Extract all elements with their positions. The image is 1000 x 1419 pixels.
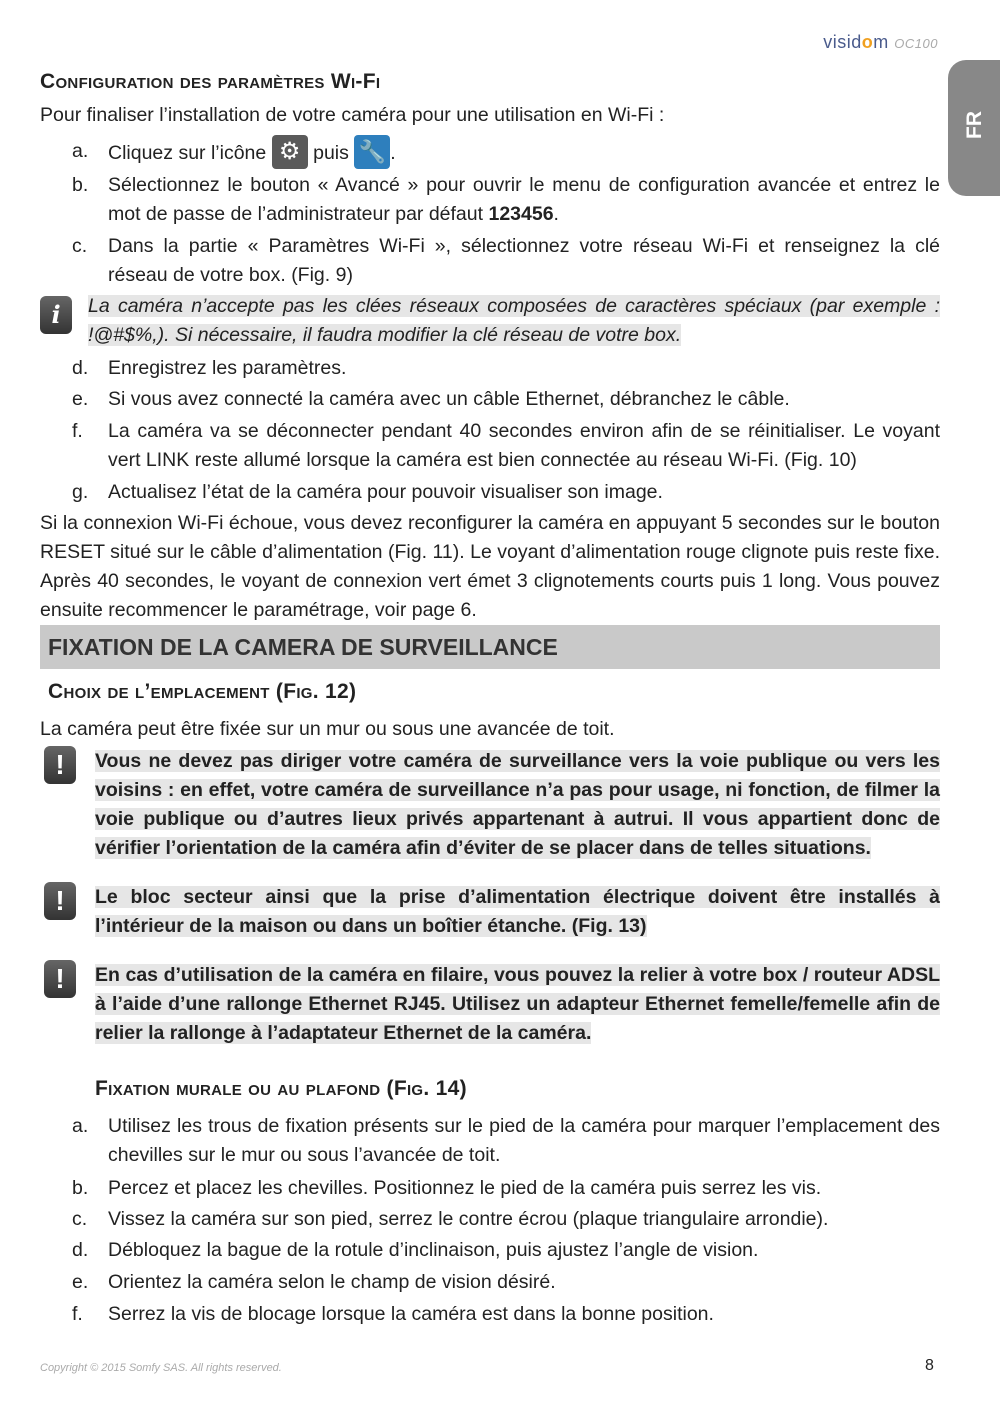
info-note: La caméra n’accepte pas les clées réseaux composées de caractères spéciaux (par exemple : !@#$%,). Si nécessaire, il faudra modifier la clé réseau de votre box. [88,295,940,346]
list-item: c. Vissez la caméra sur son pied, serrez le contre écrou (plaque triangulaire arrondie). [72,1208,829,1230]
wifi-intro: Pour finaliser l’installation de votre caméra pour une utilisation en Wi-Fi : [40,104,665,126]
info-icon: i [40,296,72,334]
section-title-wifi: Configuration des paramètres Wi-Fi [40,70,381,93]
list-item: f. Serrez la vis de blocage lorsque la caméra est dans la bonne position. [72,1303,714,1325]
list-item: e. Orientez la caméra selon le champ de vision désiré. [72,1271,556,1293]
warning-icon: ! [44,746,76,784]
language-tab: FR [948,60,1000,196]
section-title-mounting: Fixation murale ou au plafond (Fig. 14) [95,1077,467,1100]
warning-note: Le bloc secteur ainsi que la prise d’alimentation électrique doivent être installés à l’intérieur de la maison ou dans un boîtier étanche. (Fig. 13) [95,886,940,937]
model-name: OC100 [894,36,938,51]
warning-note: Vous ne devez pas diriger votre caméra de surveillance vers la voie publique ou vers les voisins : en effet, votre caméra de surveillance n’a pas pour usage, ni fonction, de filmer la voie publique ou d’autres lieux privés appartenant à autrui. Il vous appartient donc de vérifier l’orientation de la caméra afin d’éviter de se placer dans de telles situations. [95,750,940,859]
wrench-icon: 🔧 [354,135,390,169]
page-number: 8 [925,1357,934,1374]
wifi-failure-paragraph: Si la connexion Wi-Fi échoue, vous devez reconfigurer la caméra en appuyant 5 secondes sur le bouton RESET situé sur le câble d’alimentation (Fig. 11). Le voyant d’alimentation rouge clignote puis reste fixe. Après 40 secondes, le voyant de connexion vert émet 3 clignotements courts puis 1 long. Vous pouvez ensuite recommencer le paramétrage, voir page 6. [40,512,940,621]
list-item: b. Sélectionnez le bouton « Avancé » pour ouvrir le menu de configuration avancée et entrez le mot de passe de l’administrateur par défaut 123456. [72,174,940,225]
list-item: d. Enregistrez les paramètres. [72,357,347,379]
gear-icon: ⚙ [272,135,308,169]
warning-icon: ! [44,960,76,998]
list-item: c. Dans la partie « Paramètres Wi-Fi », sélectionnez votre réseau Wi-Fi et renseignez la clé réseau de votre box. (Fig. 9) [72,235,940,286]
list-item: a. Utilisez les trous de fixation présents sur le pied de la caméra pour marquer l’emplacement des chevilles sur le mur ou sous l’avancée de toit. [72,1115,940,1166]
list-item: b. Percez et placez les chevilles. Positionnez le pied de la caméra puis serrez les vis. [72,1177,822,1199]
warning-note: En cas d’utilisation de la caméra en filaire, vous pouvez la relier à votre box / routeur ADSL à l’aide d’une rallonge Ethernet RJ45. Utilisez un adapteur Ethernet femelle/femelle afin de relier la rallonge à l’adaptateur Ethernet de la caméra. [95,964,940,1044]
section-band: FIXATION DE LA CAMERA DE SURVEILLANCE [40,625,940,669]
list-item: e. Si vous avez connecté la caméra avec un câble Ethernet, débranchez le câble. [72,388,790,410]
section-title-location: Choix de l’emplacement (Fig. 12) [48,680,357,703]
list-item: a. Cliquez sur l’icône ⚙ puis 🔧 . [108,137,940,171]
brand-logo: visidom OC100 [823,32,938,52]
location-intro: La caméra peut être fixée sur un mur ou sous une avancée de toit. [40,718,615,740]
list-item: d. Débloquez la bague de la rotule d’inclinaison, puis ajustez l’angle de vision. [72,1239,759,1261]
copyright-footer: Copyright © 2015 Somfy SAS. All rights reserved. [40,1362,282,1374]
warning-icon: ! [44,882,76,920]
list-item: f. La caméra va se déconnecter pendant 40 secondes environ afin de se réinitialiser. Le voyant vert LINK reste allumé lorsque la caméra est bien connectée au réseau Wi-Fi. (Fig. 10) [72,420,940,471]
list-item: g. Actualisez l’état de la caméra pour pouvoir visualiser son image. [72,481,663,503]
